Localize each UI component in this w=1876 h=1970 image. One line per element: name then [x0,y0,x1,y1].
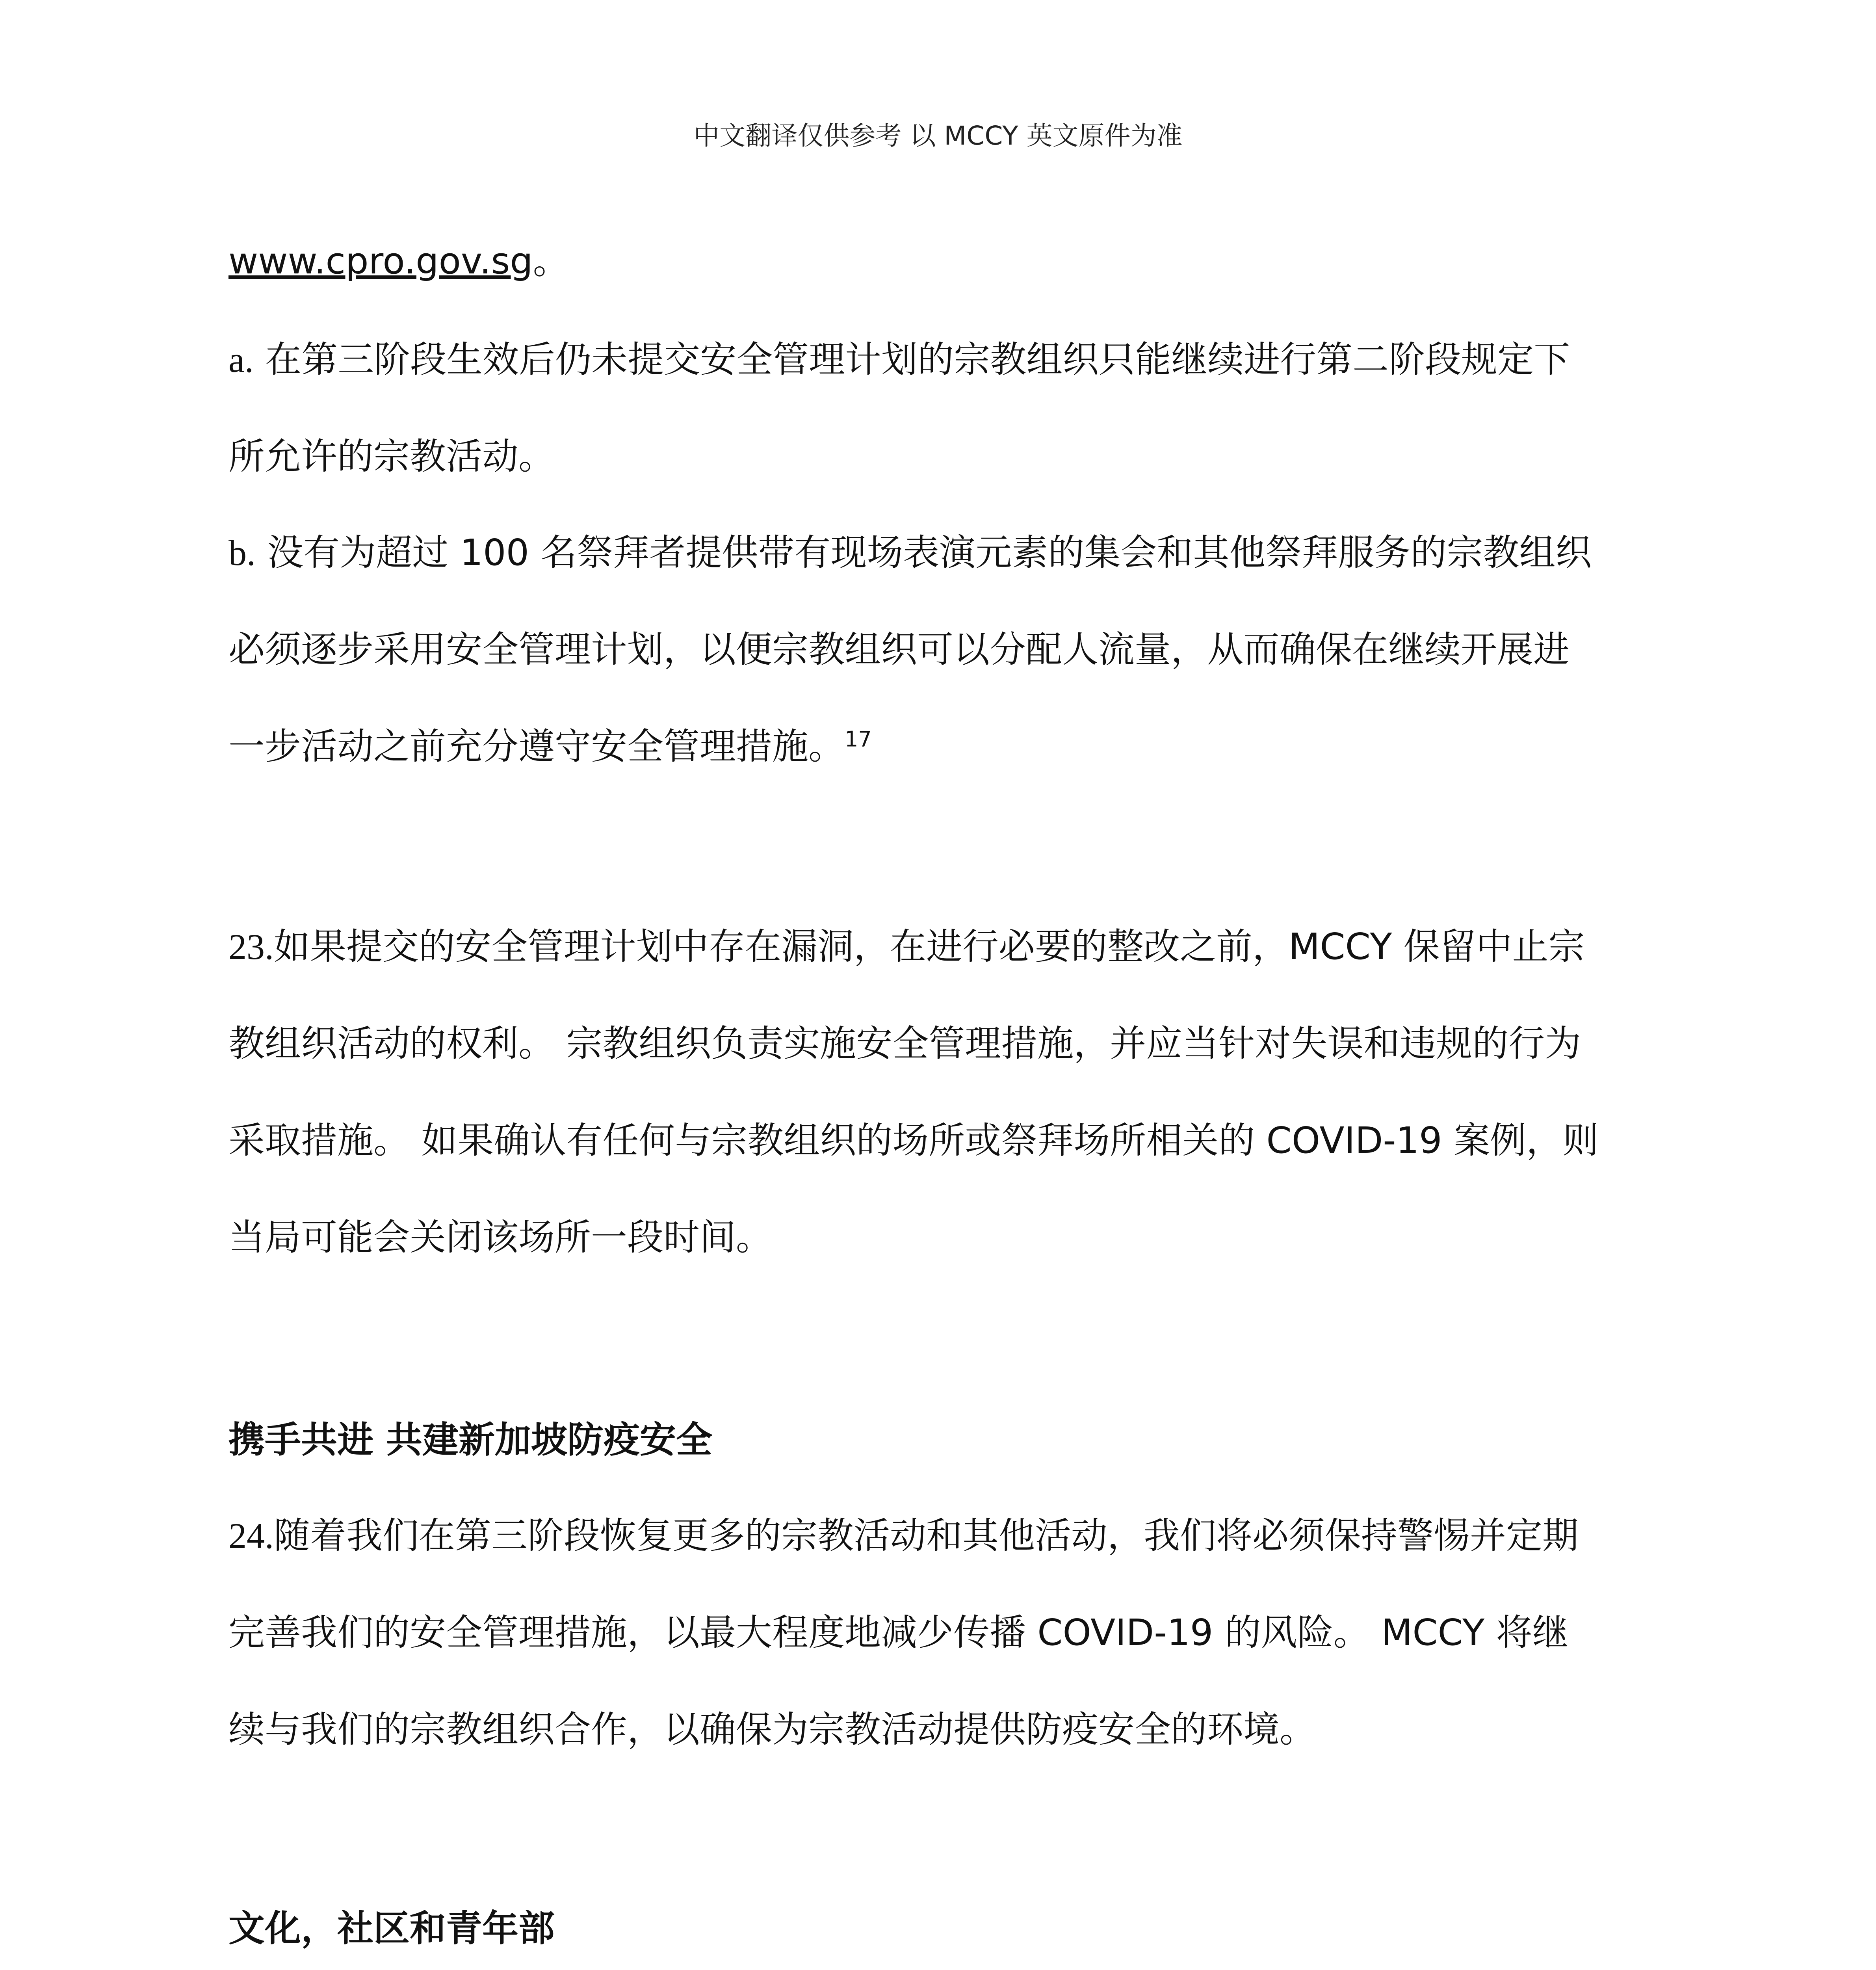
paragraph-23-number: 23. [228,927,274,967]
list-item-a-line-1 [228,311,1662,408]
list-item-b-line-1 [228,504,1662,601]
paragraph-24-line-3: 续与我们的宗教组织合作，以确保为宗教活动提供防疫安全的环境。 [228,1708,1316,1751]
paragraph-24-line-1 [228,1487,1662,1584]
section-heading-ministry: 文化，社区和青年部 [228,1907,555,1950]
translation-disclaimer-header: 中文翻译仅供参考 以 MCCY 英文原件为准 [693,121,1183,151]
paragraph-24-number: 24. [228,1516,274,1556]
top-link-line [228,213,1662,310]
paragraph-23-text-1: 如果提交的安全管理计划中存在漏洞，在进行必要的整改之前，MCCY 保留中止宗 [274,926,1585,968]
list-item-a-line-2: 所允许的宗教活动。 [228,435,555,478]
paragraph-23-line-1 [228,898,1662,995]
cpro-website-link[interactable]: www.cpro.gov.sg [228,240,533,282]
list-item-b-line-2: 必须逐步采用安全管理计划，以便宗教组织可以分配人流量，从而确保在继续开展进 [228,628,1570,671]
paragraph-24-line-2: 完善我们的安全管理措施，以最大程度地减少传播 COVID-19 的风险。 MCCY 将继 [228,1611,1569,1654]
list-item-a-text-1: 在第三阶段生效后仍未提交安全管理计划的宗教组织只能继续进行第二阶段规定下 [265,338,1570,381]
paragraph-24-text-1: 随着我们在第三阶段恢复更多的宗教活动和其他活动，我们将必须保持警惕并定期 [274,1515,1579,1557]
list-item-a-marker: a. [228,340,254,380]
list-item-b [228,504,1662,795]
paragraph-23-line-3: 采取措施。 如果确认有任何与宗教组织的场所或祭拜场所相关的 COVID-19 案例，则 [228,1119,1599,1162]
section-heading-together: 携手共进 共建新加坡防疫安全 [228,1419,713,1461]
list-item-b-marker: b. [228,533,256,573]
paragraph-24 [228,1487,1662,1778]
list-item-b-text-3: 一步活动之前充分遵守安全管理措施。 [228,725,845,768]
paragraph-23 [228,898,1662,1286]
list-item-b-line-3 [228,698,1662,795]
list-item-b-text-1: 没有为超过 100 名祭拜者提供带有现场表演元素的集会和其他祭拜服务的宗教组织 [267,532,1592,574]
paragraph-23-line-2: 教组织活动的权利。 宗教组织负责实施安全管理措施，并应当针对失误和违规的行为 [228,1022,1581,1065]
top-link-suffix: 。 [533,240,569,282]
footnote-ref-17[interactable]: 17 [845,727,872,752]
paragraph-23-line-4: 当局可能会关闭该场所一段时间。 [228,1216,773,1258]
list-item-a [228,311,1662,505]
